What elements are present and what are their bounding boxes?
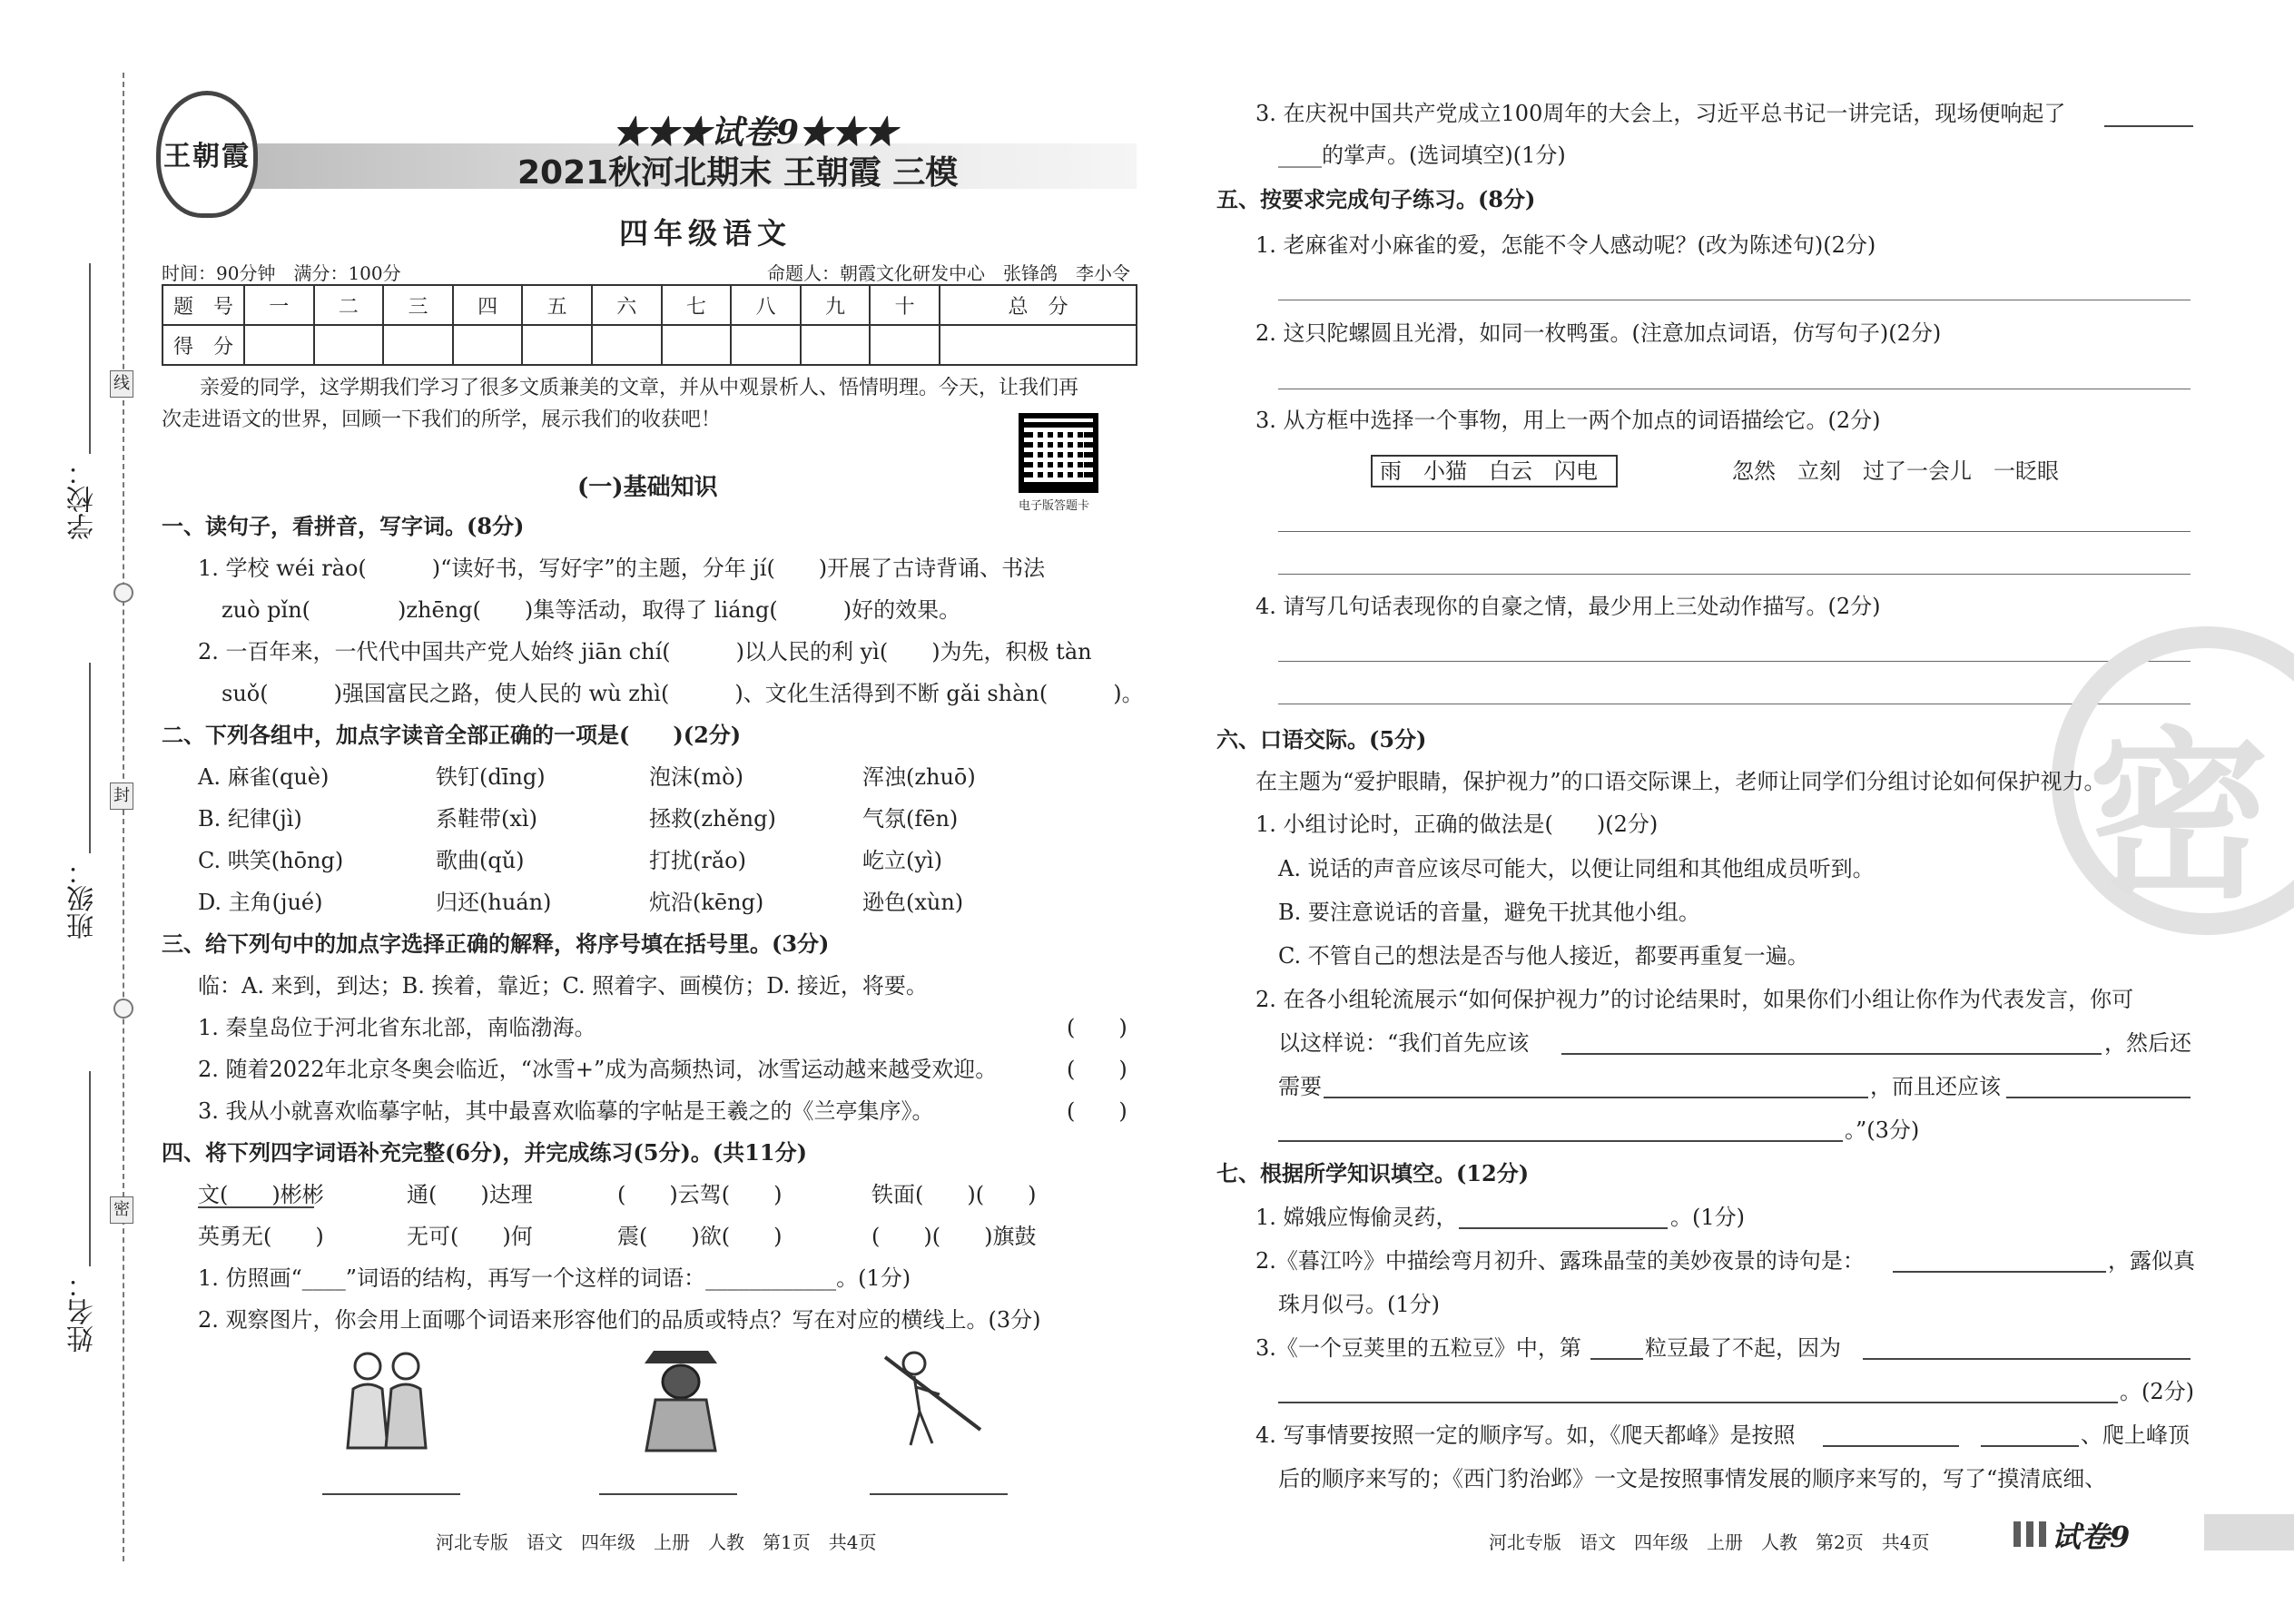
binding-hole-icon	[113, 999, 133, 1019]
tag-squares-icon	[2013, 1521, 2046, 1547]
score-cell[interactable]	[940, 325, 1137, 365]
brand-logo	[156, 91, 258, 218]
q5-sub-2: 2. 这只陀螺圆且光滑，如同一枚鸭蛋。(注意加点词语，仿写句子)(2分)	[1255, 320, 1942, 346]
q4-idiom[interactable]: 通( )达理	[407, 1182, 533, 1207]
monkey-king-figure	[876, 1343, 985, 1452]
q2-option-c-word: 屹立(yì)	[862, 848, 942, 873]
score-cell[interactable]	[244, 325, 314, 365]
q2-option-d-word: 归还(huán)	[436, 890, 552, 915]
answer-line[interactable]	[1278, 661, 2191, 662]
score-header-cell: 九	[801, 285, 871, 325]
q7-sub-1-end: 。(1分)	[1670, 1205, 1745, 1230]
q4-title: 四、将下列四字词语补充完整(6分)，并完成练习(5分)。(共11分)	[162, 1139, 807, 1166]
q7-sub-4: 4. 写事情要按照一定的顺序写。如，《爬天都峰》是按照	[1255, 1422, 1796, 1448]
q7-sub-4-line-b: 后的顺序来写的；《西门豹治邺》一文是按照事情发展的顺序来写的，写了“摸清底细、	[1278, 1466, 2107, 1491]
q5-sub-4: 4. 请写几句话表现你的自豪之情，最少用上三处动作描写。(2分)	[1255, 594, 1881, 619]
q7-sub-2-line-b: 珠月似弓。(1分)	[1278, 1292, 1440, 1317]
q4-idiom[interactable]: 铁面( )( )	[871, 1182, 1037, 1207]
score-header-cell: 六	[592, 285, 662, 325]
score-header-row	[162, 285, 1137, 325]
q3-item-3: 3. 我从小就喜欢临摹字帖，其中最喜欢临摹的字帖是王羲之的《兰亭集序》。	[198, 1098, 934, 1124]
medical-workers-figure	[331, 1343, 440, 1452]
binding-dashed-line	[123, 73, 124, 1561]
binding-mark-feng: 封	[110, 782, 133, 810]
exam-tag: 试卷9	[2052, 1520, 2131, 1554]
q3-item-2: 2. 随着2022年北京冬奥会临近，“冰雪+”成为高频热词，冰雪运动越来越受欢迎。	[198, 1057, 998, 1082]
q6-intro: 在主题为“爱护眼睛，保护视力”的口语交际课上，老师让同学们分组讨论如何保护视力。	[1255, 769, 2106, 794]
binding-mark-xian: 线	[110, 370, 133, 398]
qr-code-icon[interactable]	[1019, 413, 1098, 493]
q2-option-d[interactable]: D. 主角(jué)	[198, 890, 323, 915]
q7-sub-1: 1. 嫦娥应悔偷灵药，	[1255, 1205, 1458, 1230]
binding-hole-icon	[113, 583, 133, 603]
footer-right: 河北专版 语文 四年级 上册 人教 第2页 共4页	[1489, 1531, 1930, 1553]
q1-line-3: 2. 一百年来，一代代中国共产党人始终 jiān chí( )以人民的利 yì( )为先，积极 tàn	[198, 639, 1092, 664]
q6-sub-2-line-c: 需要	[1278, 1074, 1322, 1099]
q4-sub-2: 2. 观察图片，你会用上面哪个词语来形容他们的品质或特点？写在对应的横线上。(3分)	[198, 1307, 1041, 1333]
idiom-underline	[198, 1206, 314, 1208]
score-header-cell: 二	[314, 285, 384, 325]
part1-title: (一)基础知识	[577, 474, 718, 501]
score-cell[interactable]	[522, 325, 592, 365]
q4-idiom[interactable]: 文( )彬彬	[198, 1182, 324, 1207]
q3-item-1: 1. 秦皇岛位于河北省东北部，南临渤海。	[198, 1015, 596, 1040]
q2-option-b-word: 系鞋带(xì)	[436, 806, 537, 832]
class-field[interactable]	[89, 663, 91, 853]
q6-sub-2-line-b: 以这样说：“我们首先应该	[1278, 1030, 1530, 1056]
score-cell[interactable]	[383, 325, 453, 365]
score-cell[interactable]	[592, 325, 662, 365]
intro-line-1: 亲爱的同学，这学期我们学习了很多文质兼美的文章，并从中观景析人、悟情明理。今天，让我们再	[200, 377, 1079, 399]
qr-pattern	[1033, 428, 1084, 478]
score-cell[interactable]	[662, 325, 732, 365]
q2-option-a-word: 浑浊(zhuō)	[862, 764, 976, 790]
score-cell[interactable]	[870, 325, 940, 365]
score-header-cell: 总 分	[940, 285, 1137, 325]
watermark-seal-glyph: 密	[2088, 712, 2270, 923]
school-label: 学校：	[67, 458, 99, 540]
qr-caption: 电子版答题卡	[1019, 499, 1090, 513]
tag-band	[2204, 1514, 2294, 1550]
q7-sub-2: 2.《暮江吟》中描绘弯月初升、露珠晶莹的美妙夜景的诗句是：	[1255, 1248, 1865, 1274]
q7-answer-blank[interactable]	[1893, 1271, 2106, 1273]
score-header-cell: 题 号	[162, 285, 244, 325]
q4-sub-1: 1. 仿照画“____”词语的结构，再写一个这样的词语：____________。(1分)	[198, 1265, 911, 1291]
binding-mark-mi: 密	[110, 1196, 133, 1224]
score-table	[162, 284, 1137, 366]
school-field[interactable]	[89, 263, 91, 454]
q7-sub-3: 3.《一个豆荚里的五粒豆》中，第	[1255, 1335, 1581, 1361]
q3b-line-2: ____的掌声。(选词填空)(1分)	[1278, 143, 1566, 168]
q6-sub-2-line-b-end: ，然后还	[2104, 1030, 2191, 1056]
q4-idiom[interactable]: 震( )欲( )	[617, 1224, 783, 1249]
q3-answer-paren-1[interactable]: ( )	[1067, 1015, 1127, 1040]
q4-idiom[interactable]: 英勇无( )	[198, 1224, 324, 1249]
exam-title: 2021秋河北期末 王朝霞 三模	[517, 154, 959, 192]
figure-answer-2[interactable]	[599, 1493, 737, 1495]
q5-sub-3: 3. 从方框中选择一个事物，用上一两个加点的词语描绘它。(2分)	[1255, 408, 1881, 433]
q4-idiom[interactable]: ( )云驾( )	[617, 1182, 783, 1207]
q6-answer-blank[interactable]	[2006, 1097, 2191, 1098]
q2-option-b-word: 气氛(fēn)	[862, 806, 959, 832]
q7-sub-2-end: ，露似真	[2108, 1248, 2195, 1274]
q6-answer-blank[interactable]	[1561, 1053, 2102, 1055]
q7-title: 七、根据所学知识填空。(12分)	[1216, 1160, 1530, 1186]
frame-words: 雨 小猫 白云 闪电	[1380, 458, 1598, 484]
score-header-cell: 十	[870, 285, 940, 325]
score-cell[interactable]	[314, 325, 384, 365]
q1-title: 一、读句子，看拼音，写字词。(8分)	[162, 513, 525, 539]
class-label: 班级：	[67, 858, 99, 940]
name-field[interactable]	[89, 1071, 91, 1266]
q6-answer-blank[interactable]	[1278, 1140, 1843, 1142]
dotted-words: 忽然 立刻 过了一会儿 一眨眼	[1732, 458, 2059, 484]
q2-option-b-word: 拯救(zhěng)	[649, 806, 776, 832]
footer-left: 河北专版 语文 四年级 上册 人教 第1页 共4页	[436, 1531, 877, 1553]
score-value-row	[162, 325, 1137, 365]
q7-answer-blank[interactable]	[1863, 1358, 2191, 1360]
answer-line[interactable]	[1278, 531, 2191, 532]
score-header-cell: 五	[522, 285, 592, 325]
q3-title: 三、给下列句中的加点字选择正确的解释，将序号填在括号里。(3分)	[162, 930, 830, 957]
figure-answer-3[interactable]	[870, 1493, 1008, 1495]
q6-option-c[interactable]: C. 不管自己的想法是否与他人接近，都要再重复一遍。	[1278, 943, 1809, 969]
q2-option-c-word: 打扰(rǎo)	[649, 848, 746, 873]
q6-answer-blank[interactable]	[1324, 1097, 1868, 1098]
exam-number: ★★★试卷9★★★	[613, 113, 898, 152]
q7-sub-4-end: 、爬上峰顶	[2081, 1422, 2190, 1448]
q7-answer-blank[interactable]	[1590, 1358, 1643, 1360]
name-label: 姓名：	[67, 1271, 99, 1353]
q2-option-c-word: 歌曲(qǔ)	[436, 848, 525, 873]
score-row-label: 得 分	[162, 325, 244, 365]
score-header-cell: 一	[244, 285, 314, 325]
q2-option-a[interactable]: A. 麻雀(què)	[198, 764, 330, 790]
subject-title: 四年级语文	[619, 216, 793, 251]
q2-option-d-word: 炕沿(kēng)	[649, 890, 764, 915]
q6-sub-2: 2. 在各小组轮流展示“如何保护视力”的讨论结果时，如果你们小组让你作为代表发言，你可	[1255, 987, 2134, 1012]
q7-answer-blank[interactable]	[1278, 1402, 2118, 1403]
score-cell[interactable]	[731, 325, 801, 365]
q1-line-2: zuò pǐn( )zhēng( )集等活动，取得了 liáng( )好的效果。	[222, 597, 961, 623]
q1-line-1: 1. 学校 wéi rào( )“读好书，写好字”的主题，分年 jí( )开展了古诗背诵、书法	[198, 556, 1046, 581]
setter-info: 命题人：朝霞文化研发中心 张锋鸽 李小令	[767, 262, 1130, 284]
score-cell[interactable]	[453, 325, 523, 365]
q5-sub-1: 1. 老麻雀对小麻雀的爱，怎能不令人感动呢？(改为陈述句)(2分)	[1255, 232, 1876, 258]
q2-option-a-word: 泡沫(mò)	[649, 764, 743, 790]
score-header-cell: 八	[731, 285, 801, 325]
q6-sub-2-line-c-end: ，而且还应该	[1870, 1074, 2001, 1099]
bao-gong-figure	[626, 1343, 735, 1452]
logo-text: 王朝霞	[163, 141, 251, 172]
q7-answer-blank[interactable]	[1459, 1227, 1668, 1229]
q7-sub-3-mid: 粒豆最了不起，因为	[1645, 1335, 1841, 1361]
q7-answer-blank[interactable]	[1823, 1445, 1959, 1447]
score-cell[interactable]	[801, 325, 871, 365]
q7-answer-blank[interactable]	[1981, 1445, 2079, 1447]
q6-sub-1: 1. 小组讨论时，正确的做法是( )(2分)	[1255, 812, 1659, 837]
q2-option-d-word: 逊色(xùn)	[862, 890, 964, 915]
time-info: 时间：90分钟 满分：100分	[162, 262, 401, 284]
q6-sub-2-line-d-end: 。”(3分)	[1845, 1117, 1920, 1143]
q5-title: 五、按要求完成句子练习。(8分)	[1216, 186, 1536, 212]
q2-option-a-word: 铁钉(dīng)	[436, 764, 546, 790]
q1-line-4: suǒ( )强国富民之路，使人民的 wù zhì( )、文化生活得到不断 gǎi shàn( )。	[222, 681, 1144, 706]
q3-answer-paren-2[interactable]: ( )	[1067, 1057, 1127, 1082]
score-header-cell: 三	[383, 285, 453, 325]
q6-option-b[interactable]: B. 要注意说话的音量，避免干扰其他小组。	[1278, 900, 1700, 925]
q6-title: 六、口语交际。(5分)	[1216, 726, 1427, 753]
q4-idiom[interactable]: ( )( )旗鼓	[871, 1224, 1037, 1249]
answer-line[interactable]	[1278, 574, 2191, 575]
q3-definitions: 临：A. 来到，到达；B. 挨着，靠近；C. 照着字、画模仿；D. 接近，将要。	[198, 973, 928, 999]
q4-idiom[interactable]: 无可( )何	[407, 1224, 533, 1249]
q2-option-c[interactable]: C. 哄笑(hōng)	[198, 848, 344, 873]
q2-title: 二、下列各组中，加点字读音全部正确的一项是( )(2分)	[162, 722, 742, 748]
q3-answer-paren-3[interactable]: ( )	[1067, 1098, 1127, 1124]
q2-option-b[interactable]: B. 纪律(jì)	[198, 806, 302, 832]
q7-sub-3-end: 。(2分)	[2120, 1379, 2194, 1404]
q3b-line-1: 3. 在庆祝中国共产党成立100周年的大会上，习近平总书记一讲完话，现场便响起了	[1255, 101, 2066, 126]
q6-option-a[interactable]: A. 说话的声音应该尽可能大，以便让同组和其他组成员听到。	[1278, 856, 1875, 881]
score-header-cell: 四	[453, 285, 523, 325]
figure-answer-1[interactable]	[322, 1493, 460, 1495]
intro-line-2: 次走进语文的世界，回顾一下我们的所学，展示我们的收获吧！	[162, 408, 722, 431]
q3b-blank[interactable]	[2104, 125, 2193, 127]
score-header-cell: 七	[662, 285, 732, 325]
